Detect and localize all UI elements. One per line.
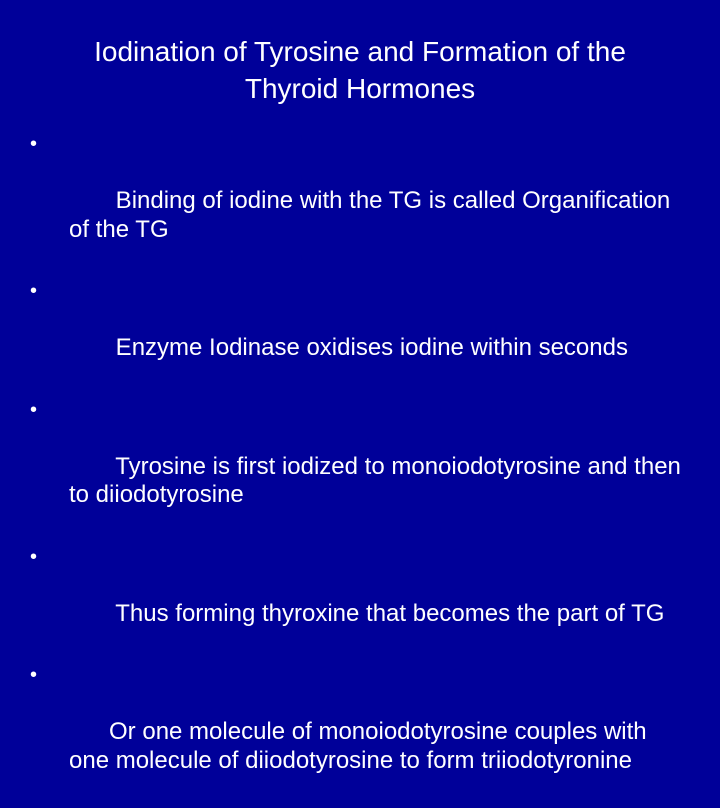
bullet-dot-icon: • xyxy=(30,398,38,421)
bullet-dot-icon: • xyxy=(30,133,38,155)
bullet-item-4 xyxy=(30,543,690,657)
bullet-item-3 xyxy=(30,396,690,539)
bullet-list xyxy=(30,130,690,808)
bullet-text: Binding of iodine with the TG is called Organification of the TG xyxy=(69,187,677,243)
bullet-dot-icon: • xyxy=(30,545,38,568)
bullet-dot-icon: • xyxy=(30,280,38,302)
bullet-text: Tyrosine is first iodized to monoiodotyrosine and then to diiodotyrosine xyxy=(69,452,688,508)
bullet-item-2 xyxy=(30,277,690,391)
bullet-dot-icon: • xyxy=(30,664,38,686)
bullet-item-5 xyxy=(30,661,690,804)
bullet-text: Thus forming thyroxine that becomes the part of TG xyxy=(109,599,665,627)
bullet-text: Enzyme Iodinase oxidises iodine within seconds xyxy=(109,334,628,361)
slide-title: Iodination of Tyrosine and Formation of the Thyroid Hormones xyxy=(94,36,626,104)
bullet-item-1 xyxy=(30,130,690,273)
bullet-text: Or one molecule of monoiodotyrosine couples with one molecule of diiodotyrosine to form triiodotyronine xyxy=(69,718,654,774)
